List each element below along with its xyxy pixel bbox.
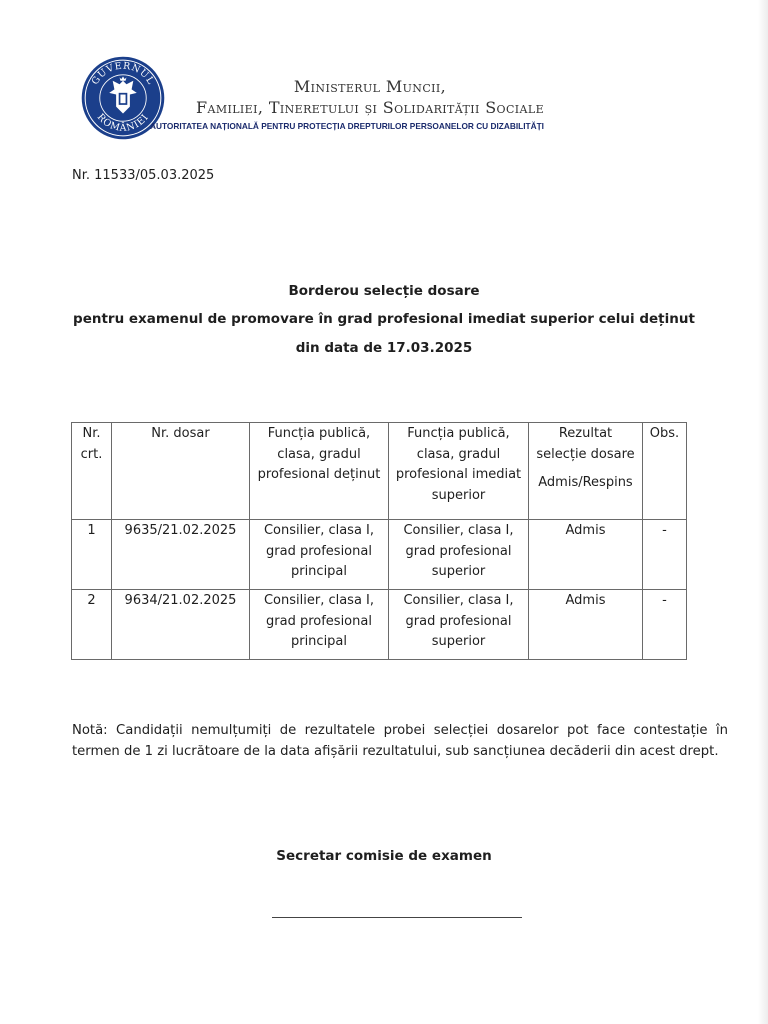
ministry-name (160, 76, 580, 118)
cell-detinut: Consilier, clasa I, grad profesional principal (250, 520, 389, 590)
document-number: Nr. 11533/05.03.2025 (72, 168, 215, 183)
cell-rezultat: Admis (529, 590, 643, 660)
cell-obs: - (643, 520, 687, 590)
seal-text-top: GUVERNUL (89, 60, 157, 87)
header-functia-superior: Funcția publică, clasa, gradul profesional imediat superior (389, 423, 529, 520)
table-header-row (72, 423, 687, 520)
header-rezultat-label: Rezultat selecție dosare (536, 426, 635, 462)
cell-obs: - (643, 590, 687, 660)
cell-superior: Consilier, clasa I, grad profesional superior (389, 590, 529, 660)
ministry-line-2: Familiei, Tineretului și Solidarității Sociale (195, 98, 545, 117)
table-row (72, 520, 687, 590)
document-subtitle: pentru examenul de promovare în grad profesional imediat superior celui deținut (73, 311, 695, 327)
results-table (71, 422, 687, 660)
cell-rezultat: Admis (529, 520, 643, 590)
header-functia-detinuta: Funcția publică, clasa, gradul profesional deținut (250, 423, 389, 520)
cell-nr: 1 (72, 520, 112, 590)
document-title: Borderou selecție dosare (288, 283, 480, 299)
page-edge-shadow (758, 0, 768, 1024)
authority-name: AUTORITATEA NAȚIONALĂ PENTRU PROTECȚIA DREPTURILOR PERSOANELOR CU DIZABILITĂȚI (150, 121, 544, 131)
document-exam-date: din data de 17.03.2025 (295, 340, 473, 356)
contestation-note: Notă: Candidații nemulțumiți de rezultatele probei selecției dosarelor pot face contestație în termen de 1 zi lucrătoare de la data afișării rezultatului, sub sancțiunea decăderii din acest drept. (72, 723, 728, 759)
cell-dosar: 9634/21.02.2025 (112, 590, 250, 660)
ministry-line-1: Ministerul Muncii, (293, 77, 447, 96)
cell-detinut: Consilier, clasa I, grad profesional principal (250, 590, 389, 660)
header-rezultat (529, 423, 643, 520)
table-row (72, 590, 687, 660)
signature-line (272, 917, 522, 918)
header-nr-dosar: Nr. dosar (112, 423, 250, 520)
header-rezultat-sub: Admis/Respins (538, 475, 633, 490)
header-nr-crt: Nr. crt. (72, 423, 112, 520)
cell-nr: 2 (72, 590, 112, 660)
secretary-label: Secretar comisie de examen (276, 848, 492, 864)
cell-dosar: 9635/21.02.2025 (112, 520, 250, 590)
cell-superior: Consilier, clasa I, grad profesional superior (389, 520, 529, 590)
seal-text-bottom: ROMÂNIEI (94, 111, 152, 134)
header-obs: Obs. (643, 423, 687, 520)
